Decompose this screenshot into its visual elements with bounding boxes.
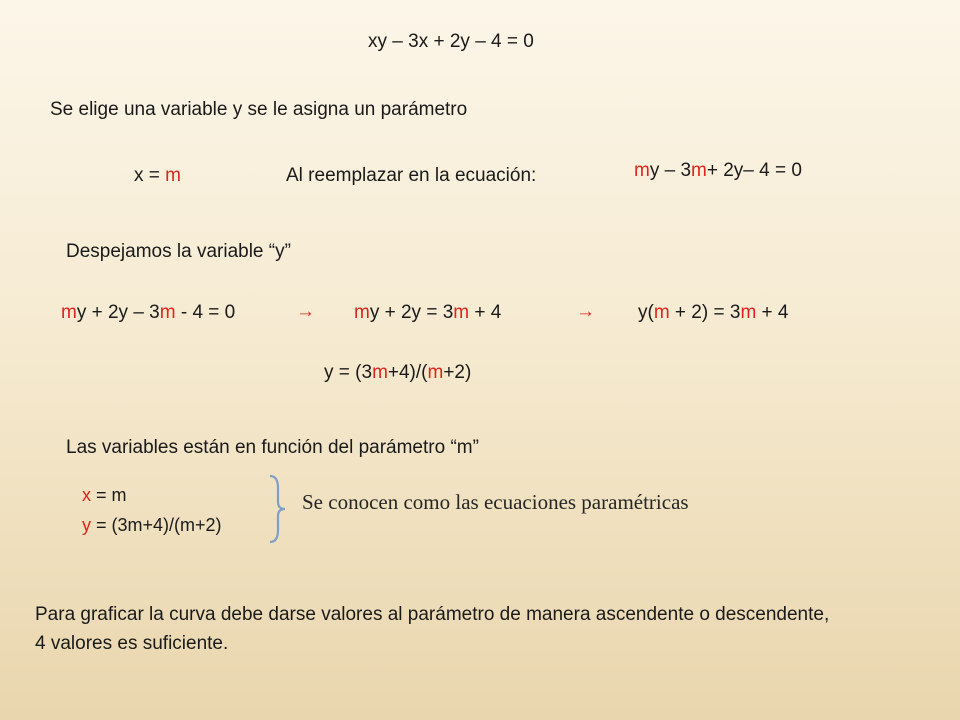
result-equation xyxy=(324,363,471,382)
param-m: m xyxy=(159,302,176,323)
footer-line-2: 4 valores es suficiente. xyxy=(35,633,229,654)
footer-line-1: Para graficar la curva debe darse valores al parámetro de manera ascendente o descendente, xyxy=(35,604,830,625)
brace-note: Se conocen como las ecuaciones paramétricas xyxy=(302,490,689,514)
substituted-equation xyxy=(634,161,802,180)
equation-part: = (3m+4)/(m+2) xyxy=(91,515,222,535)
equation-part: y – 3 xyxy=(649,160,692,181)
solve-text: Despejamos la variable “y” xyxy=(66,241,291,262)
equation-title: xy – 3x + 2y – 4 = 0 xyxy=(368,31,534,52)
equation-part: = m xyxy=(91,485,127,505)
equation-part: y + 2y = 3 xyxy=(369,302,454,323)
param-m: m xyxy=(354,302,370,323)
equation-part: +2) xyxy=(443,362,472,383)
equation-part: +4)/( xyxy=(387,362,428,383)
param-x-equation xyxy=(82,486,127,504)
param-m: m xyxy=(453,302,470,323)
assignment-x xyxy=(134,166,181,185)
equation-part: + 4 xyxy=(469,302,502,323)
equation-part: + 4 xyxy=(756,302,789,323)
equation-part: y + 2y – 3 xyxy=(76,302,160,323)
equation-part: - 4 = 0 xyxy=(175,302,236,323)
param-m: m xyxy=(427,362,444,383)
param-m: m xyxy=(165,165,181,186)
equation-part: + 2y– 4 = 0 xyxy=(706,160,802,181)
param-m: m xyxy=(61,302,77,323)
equation-part: y( xyxy=(638,302,654,323)
param-m: m xyxy=(372,362,388,383)
arrow-icon: → xyxy=(296,301,315,322)
param-m: m xyxy=(740,302,757,323)
intro-text: Se elige una variable y se le asigna un parámetro xyxy=(50,99,468,120)
equation-part: + 2) = 3 xyxy=(669,302,741,323)
param-y-equation xyxy=(82,516,222,534)
equation-part: y = (3 xyxy=(324,362,373,383)
right-brace-icon xyxy=(268,474,288,544)
step1-equation xyxy=(61,303,235,322)
param-m: m xyxy=(634,160,650,181)
param-m: m xyxy=(691,160,707,181)
step2-equation xyxy=(354,303,501,322)
assignment-x-label: x = xyxy=(134,165,166,186)
param-x-var: x xyxy=(82,485,91,505)
replace-text: Al reemplazar en la ecuación: xyxy=(286,165,537,186)
param-m: m xyxy=(653,302,670,323)
arrow-icon: → xyxy=(576,301,595,322)
function-text: Las variables están en función del parámetro “m” xyxy=(66,437,479,458)
step3-equation xyxy=(638,303,789,322)
param-y-var: y xyxy=(82,515,91,535)
